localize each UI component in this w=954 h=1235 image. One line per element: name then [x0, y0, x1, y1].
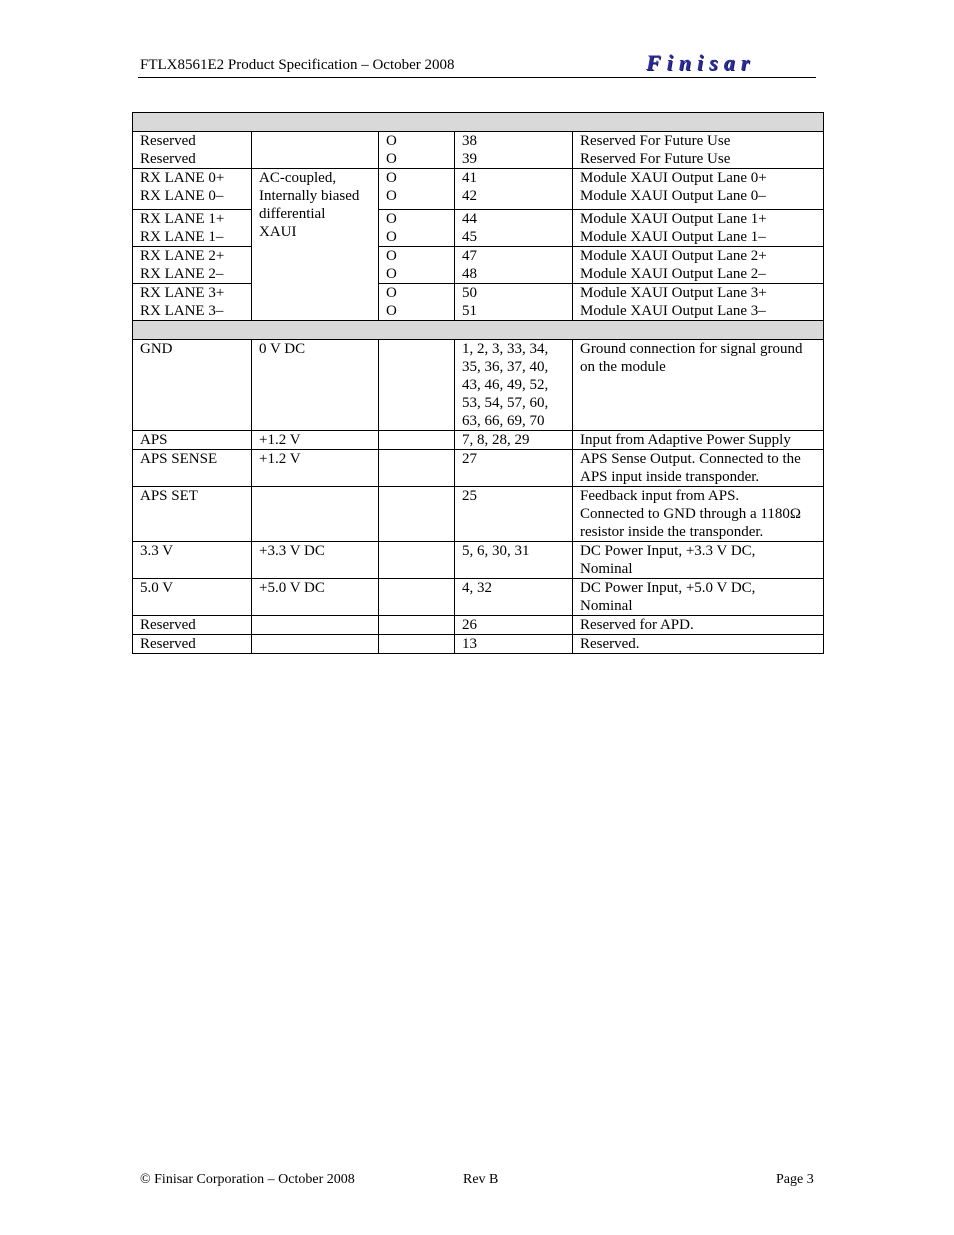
table-row: GND 0 V DC 1, 2, 3, 33, 34, 35, 36, 37, 40, 43, 46, 49, 52, 53, 54, 57, 60, 63, 66, 69, 70 Ground connection for signal ground on the module [133, 340, 824, 431]
footer-copyright: © Finisar Corporation – October 2008 [140, 1172, 355, 1187]
table-row: Reserved 26 Reserved for APD. [133, 616, 824, 635]
signal-type-cell: AC-coupled, Internally biased differential XAUI [252, 169, 379, 321]
table-row: RX LANE 0+ RX LANE 0– AC-coupled, Internally biased differential XAUI O O 41 42 Module XAUI Output Lane 0+ Module XAUI Output Lane 0– [133, 169, 824, 210]
table-row: Reserved Reserved O O 38 39 Reserved For Future Use Reserved For Future Use [133, 132, 824, 169]
finisar-logo: Finisar [646, 50, 756, 75]
table-row: 3.3 V +3.3 V DC 5, 6, 30, 31 DC Power Input, +3.3 V DC, Nominal [133, 542, 824, 579]
section-header-power [133, 321, 824, 340]
table-row: RX LANE 1+ RX LANE 1– O O 44 45 Module XAUI Output Lane 1+ Module XAUI Output Lane 1– [133, 210, 824, 247]
table-row: APS SET 25 Feedback input from APS. Connected to GND through a 1180Ω resistor inside the transponder. [133, 487, 824, 542]
table-row: RX LANE 2+ RX LANE 2– O O 47 48 Module XAUI Output Lane 2+ Module XAUI Output Lane 2– [133, 247, 824, 284]
section-header-rx [133, 113, 824, 132]
page-header-title: FTLX8561E2 Product Specification – October 2008 [140, 57, 455, 73]
footer-revision: Rev B [463, 1172, 499, 1187]
header-divider [138, 77, 816, 78]
footer-page-number: Page 3 [776, 1172, 814, 1187]
table-row: Reserved 13 Reserved. [133, 635, 824, 654]
table-row: 5.0 V +5.0 V DC 4, 32 DC Power Input, +5.0 V DC, Nominal [133, 579, 824, 616]
table-row: APS SENSE +1.2 V 27 APS Sense Output. Connected to the APS input inside transponder. [133, 450, 824, 487]
table-row: APS +1.2 V 7, 8, 28, 29 Input from Adaptive Power Supply [133, 431, 824, 450]
table-row: RX LANE 3+ RX LANE 3– O O 50 51 Module XAUI Output Lane 3+ Module XAUI Output Lane 3– [133, 284, 824, 321]
pin-definition-table [132, 112, 824, 654]
